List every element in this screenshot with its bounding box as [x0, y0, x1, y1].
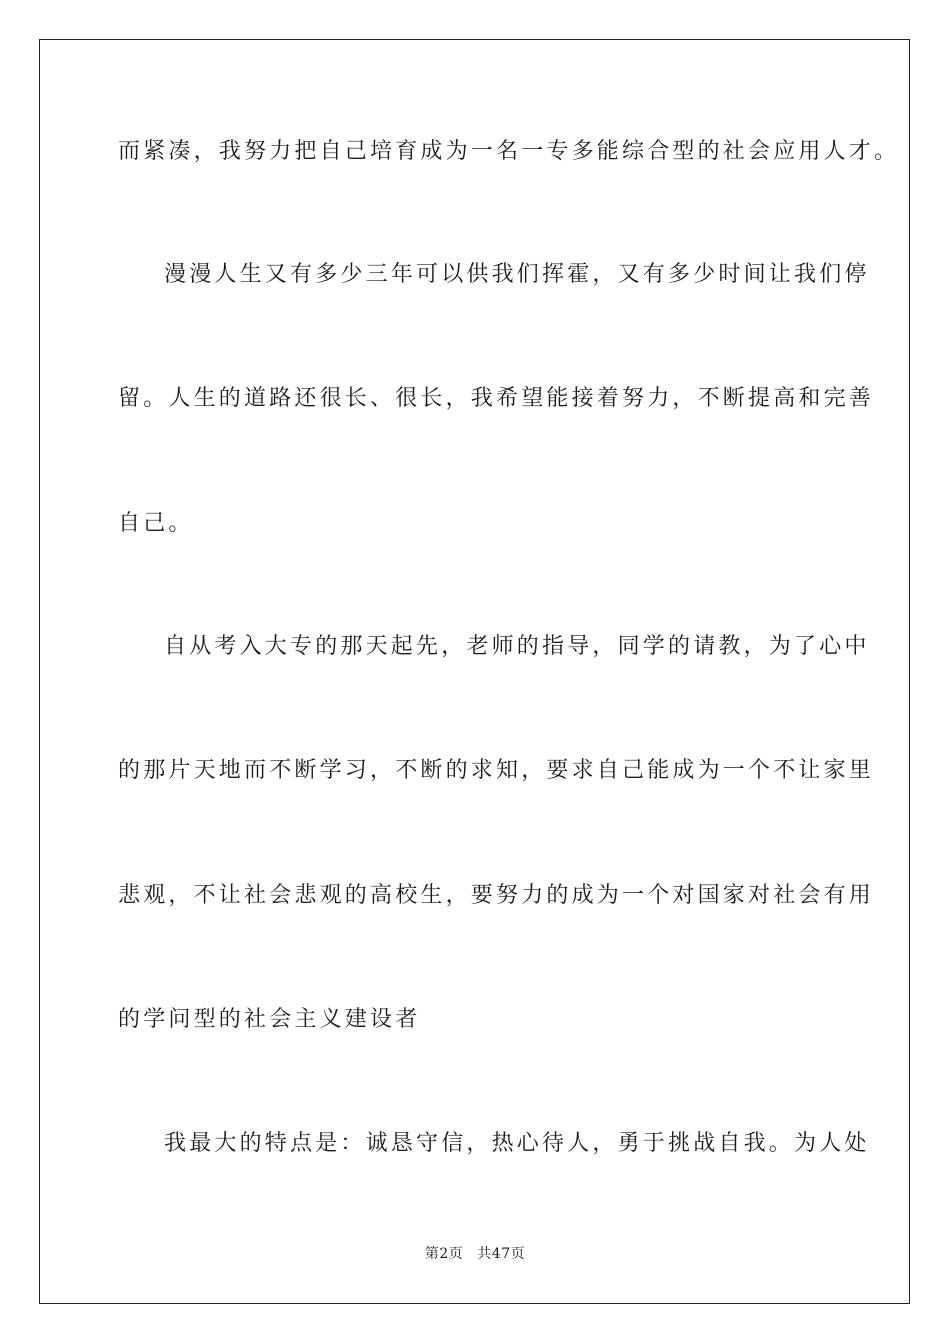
page-border: [39, 39, 910, 1304]
text-line-5: 自从考入大专的那天起先，老师的指导，同学的请教，为了心中: [164, 634, 870, 659]
text-line-9: 我最大的特点是：诚恳守信，热心待人，勇于挑战自我。为人处: [164, 1131, 870, 1156]
page-footer: [0, 1244, 950, 1264]
page-total: 共47页: [477, 1246, 526, 1262]
text-line-6: 的那片天地而不断学习，不断的求知，要求自己能成为一个不让家里: [118, 758, 875, 783]
text-line-2: 漫漫人生又有多少三年可以供我们挥霍，又有多少时间让我们停: [164, 262, 870, 287]
page-number: 第2页: [424, 1246, 464, 1262]
text-line-3: 留。人生的道路还很长、很长，我希望能接着努力，不断提高和完善: [118, 386, 875, 411]
text-line-1: 而紧凑，我努力把自己培育成为一名一专多能综合型的社会应用人才。: [118, 139, 900, 164]
text-line-7: 悲观，不让社会悲观的高校生，要努力的成为一个对国家对社会有用: [118, 883, 875, 908]
text-line-8: 的学问型的社会主义建设者: [118, 1007, 421, 1032]
text-line-4: 自己。: [118, 511, 194, 536]
